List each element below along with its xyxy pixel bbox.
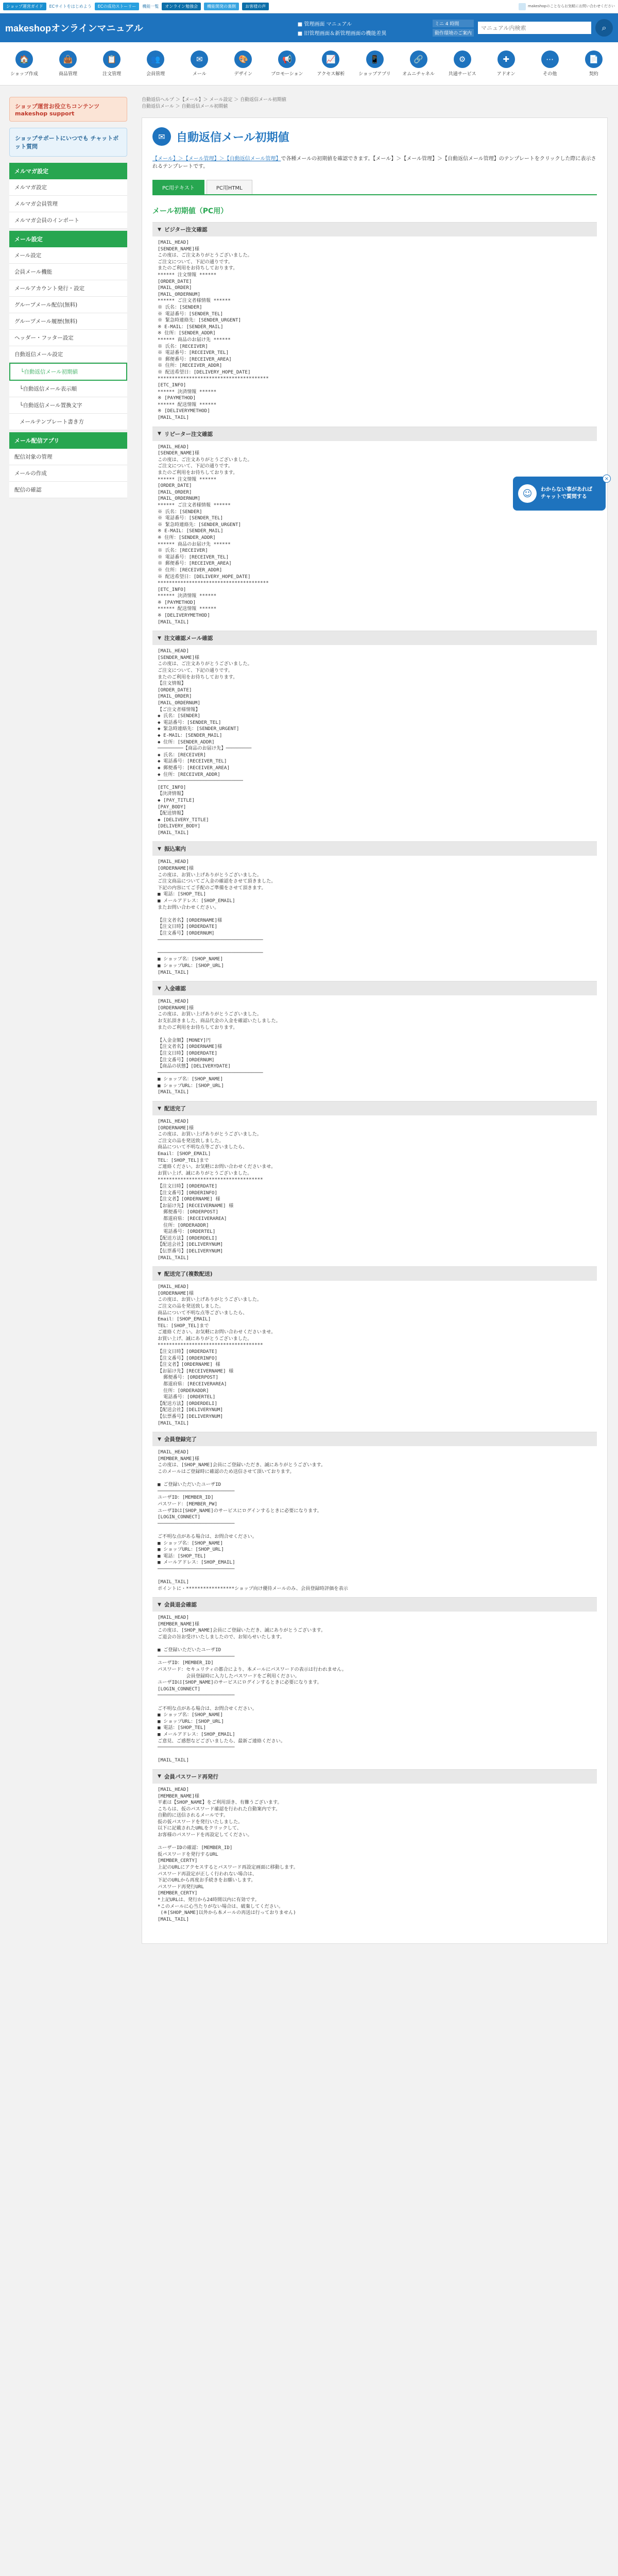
nav-item[interactable] bbox=[399, 50, 439, 77]
mail-template-body: [MAIL_HEAD] [MEMBER_NAME]様 この度は、[SHOP_NAME]会員にご登録いただき、誠にありがとうございます。 ご退会の旨お受けいたしましたので、お知らせいたします。 ■ ご登録いただいたユーザID ─────────────────────────── ユーザID：[MEMBER_ID] パスワード：セキュリティの都合により、本メールにパスワードの表示は行われません。 会員登録時に入力したパスワードをご利用ください。 ユーザIDは[SHOP_NAME]のサービスにログインするときに必要になります。 [LOGIN_CONNECT] ─────────────────────────── ご不明な点がある場合は、お問合せください。 ■ ショップ名：[SHOP_NAME] ■ ショップURL：[SHOP_URL] ■ 電話：[SHOP_TEL] ■ メールアドレス：[SHOP_EMAIL] ご意見、ご感想などございましたら、最新ご連絡ください。 ─────────────────────────── [MAIL_TAIL] bbox=[158, 1615, 347, 1764]
nav-label: 会員管理 bbox=[146, 72, 165, 77]
top-promo-bar bbox=[0, 0, 618, 13]
sidebar-item[interactable]: └自動返信メール表示順 bbox=[9, 381, 127, 397]
title-row bbox=[152, 127, 597, 146]
mail-icon: ✉ bbox=[191, 50, 208, 68]
header-link-diff[interactable]: ■ 旧管理画面＆新管理画面の機能差異 bbox=[297, 30, 387, 37]
nav-label: ショップ作成 bbox=[10, 72, 38, 77]
support-banner[interactable]: ショップ運営お役立ちコンテンツ makeshop support bbox=[9, 97, 127, 122]
more-icon: ⋯ bbox=[541, 50, 559, 68]
clipboard-icon: 📋 bbox=[103, 50, 121, 68]
chevron-down-icon: ▼ bbox=[158, 1602, 161, 1607]
nav-label: 商品管理 bbox=[59, 72, 78, 77]
plus-icon: ✚ bbox=[497, 50, 515, 68]
intro-text bbox=[152, 155, 597, 171]
close-icon[interactable]: × bbox=[603, 474, 611, 483]
header-badge[interactable]: 動作環境のご案内 bbox=[433, 29, 474, 37]
sidebar-item[interactable]: └自動返信メール置換文字 bbox=[9, 397, 127, 414]
chevron-down-icon: ▼ bbox=[158, 635, 161, 641]
mail-template-header[interactable] bbox=[152, 1432, 597, 1446]
tab-pc-text[interactable]: PC用テキスト bbox=[152, 180, 204, 194]
chat-text bbox=[541, 486, 592, 501]
breadcrumb bbox=[142, 97, 608, 110]
chevron-down-icon: ▼ bbox=[158, 1436, 161, 1442]
breadcrumb-line[interactable]: 自動返信メール ＞ 自動返信メール初期値 bbox=[142, 104, 228, 109]
chevron-down-icon: ▼ bbox=[158, 986, 161, 991]
sidebar-item[interactable]: ヘッダー・フッター設定 bbox=[9, 330, 127, 346]
mail-template-header[interactable] bbox=[152, 1101, 597, 1115]
site-logo[interactable]: makeshopオンラインマニュアル bbox=[5, 23, 143, 33]
mail-template-body: [MAIL_HEAD] [MEMBER_NAME]様 平素は【SHOP_NAME】をご利用頂き、有難うございます。 こちらは、仮のパスワード確認を行われた自動案内です。 自動的に送信されるメールです。 仮の仮パスワードを発行いたしました。 以下に記載されたURLをクリックして、 お客様のパスワードを再設定してください。 ユーザーIDの確認：[MEMBER_ID] 仮パスワードを発行するURL [MEMBER_CERTY] 上記のURLにアクセスするとパスワード再設定画面に移動します。 パスワード再設定が正しく行われない場合は、 下記のURLから再度お手続きをお願いします。 パスワード再発行URL [MEMBER_CERTY] *上記URLは、発行から24時間以内に有効です。 *このメールに心当たりがない場合は、破棄してください。 (※[SHOP_NAME]以外から本メールの再送は行っておりません) [MAIL_TAIL] bbox=[158, 1786, 298, 1922]
sidebar-item[interactable]: 自動返信メール設定 bbox=[9, 346, 127, 363]
gear-icon: ⚙ bbox=[454, 50, 471, 68]
header-badges bbox=[433, 20, 474, 37]
nav-label: メール bbox=[192, 72, 207, 77]
nav-label: プロモーション bbox=[271, 72, 303, 77]
breadcrumb-line[interactable]: 自動返信ヘルプ ＞【メール】＞ メール設定 ＞ 自動返信メール初期値 bbox=[142, 97, 286, 103]
mail-template-header[interactable] bbox=[152, 1770, 597, 1784]
contact-text: makeshopのことならお気軽にお問い合わせください bbox=[527, 4, 615, 8]
page-title: 自動返信メール初期値 bbox=[176, 131, 289, 144]
header-badge[interactable]: ミニ 4 時間 bbox=[433, 20, 474, 27]
mail-template-body: [MAIL_HEAD] [ORDERNAME]様 この度は、お買い上げありがとうございました。 ご注文の品を発送致しました。 商品について不明な点等ございましたら、 Email：[SHOP_EMAIL] TEL：[SHOP_TEL]まで ご連絡ください。お気軽にお問い合わせくださいませ。 お買い上げ、誠にありがとうございました。 ************************************* 【注文日時】[ORDERDATE] 【注文番号】[ORDERINFO] 【注文者】[ORDERNAME] 様 【お届け先】[RECEIVERNAME] 様 郵便番号：[ORDERPOST] 都道府県：[RECEIVERAREA] 住所：[ORDERADDR] 電話番号：[ORDERTEL] 【配送方法】[ORDERDELI] 【配送会社】[DELIVERYNUM] 【伝票番号】[DELIVERYNUM] [MAIL_TAIL] bbox=[158, 1118, 276, 1261]
mail-template-header[interactable] bbox=[152, 1267, 597, 1281]
mail-template-body: [MAIL_HEAD] [SENDER_NAME]様 この度は、ご注文ありがとうございました。 ご注文について、下記の通りです。 またのご利用をお待ちしております。 【注文情報】 [ORDER_DATE] [MAIL_ORDER] [MAIL_ORDERNUM] 【ご注文者様情報】 ◆ 氏名：[SENDER] ◆ 電話番号：[SENDER_TEL] ◆ 緊急時連絡先：[SENDER_URGENT] ◆ E-MAIL：[SENDER_MAIL] ◆ 住所：[SENDER_ADDR] ─────────【商品のお届け先】───────── ◆ 氏名：[RECEIVER] ◆ 電話番号：[RECEIVER_TEL] ◆ 郵便番号：[RECEIVER_AREA] ◆ 住所：[RECEIVER_ADDR] ────────────────────────────── [ETC_INFO] 【決済情報】 ◆ [PAY_TITLE] [PAY_BODY] 【配送情報】 ◆ [DELIVERY_TITLE] [DELIVERY_BODY] [MAIL_TAIL] bbox=[158, 648, 252, 836]
nav-item[interactable] bbox=[223, 50, 263, 77]
contract-icon: 📄 bbox=[585, 50, 603, 68]
promo-pill[interactable]: お客様の声 bbox=[242, 3, 269, 10]
site-header bbox=[0, 13, 618, 42]
link-icon: 🔗 bbox=[410, 50, 427, 68]
chat-text-line: わからない事があれば bbox=[541, 487, 592, 493]
mail-template bbox=[152, 631, 597, 841]
mail-template-title: 会員パスワード再発行 bbox=[164, 1773, 218, 1780]
mail-template-title: 会員退会確認 bbox=[164, 1602, 197, 1608]
mail-template-title: リピーター注文確認 bbox=[164, 431, 213, 437]
nav-label: デザイン bbox=[234, 72, 252, 77]
nav-item[interactable] bbox=[92, 50, 132, 77]
sidebar-item[interactable]: メールアカウント発行・設定 bbox=[9, 280, 127, 297]
mail-template-title: 注文確認メール確認 bbox=[164, 635, 213, 642]
search-icon[interactable]: ⌕ bbox=[595, 19, 613, 37]
promo-text[interactable]: 機能一覧 bbox=[142, 4, 159, 9]
nav-item[interactable] bbox=[267, 50, 307, 77]
nav-label: ショップアプリ bbox=[358, 72, 391, 77]
mail-template bbox=[152, 981, 597, 1101]
mail-template-body: [MAIL_HEAD] [SENDER_NAME]様 この度は、ご注文ありがとうございました。 ご注文について、下記の通りです。 またのご利用をお待ちしております。 ****** 注文情報 ****** [ORDER_DATE] [MAIL_ORDER] [MAIL_ORDERNUM] ****** ご注文者様情報 ****** ※ 氏名：[SENDER] ※ 電話番号：[SENDER_TEL] ※ 緊急時連絡先：[SENDER_URGENT] ※ E-MAIL：[SENDER_MAIL] ※ 住所：[SENDER_ADDR] ****** 商品のお届け先 ****** ※ 氏名：[RECEIVER] ※ 電話番号：[RECEIVER_TEL] ※ 郵便番号：[RECEIVER_AREA] ※ 住所：[RECEIVER_ADDR] ※ 配送希望日：[DELIVERY_HOPE_DATE] *************************************** [ETC_INFO] ****** 決済情報 ****** ※ [PAYMETHOD] ****** 配送情報 ****** ※ [DELIVERYMETHOD] [MAIL_TAIL] bbox=[158, 240, 269, 421]
sidebar-item[interactable]: メルマガ会員管理 bbox=[9, 196, 127, 212]
chat-widget bbox=[513, 477, 611, 513]
chatbot-banner[interactable]: ショップサポートにいつでも チャットボット質問 bbox=[9, 128, 127, 157]
mail-template bbox=[152, 841, 597, 981]
nav-item[interactable] bbox=[574, 50, 614, 77]
sidebar-item[interactable]: メルマガ会員のインポート bbox=[9, 212, 127, 229]
sidebar-item[interactable]: └自動返信メール初期値 bbox=[9, 363, 127, 381]
mail-template bbox=[152, 1266, 597, 1432]
nav-item[interactable] bbox=[179, 50, 219, 77]
sidebar-item[interactable]: メールテンプレート書き方 bbox=[9, 414, 127, 430]
nav-label: オムニチャネル bbox=[402, 72, 435, 77]
mail-template-header[interactable] bbox=[152, 842, 597, 856]
nav-label: アドオン bbox=[496, 72, 516, 77]
nav-item[interactable] bbox=[4, 50, 44, 77]
intro-link[interactable]: 【メール】＞【メール管理】＞【自動返信メール管理】 bbox=[152, 156, 281, 162]
mail-template-body: [MAIL_HEAD] [MEMBER_NAME]様 この度は、[SHOP_NAME]会員にご登録いただき、誠にありがとうございます。 このメールはご登録時に確認のため送信させて頂いております。 ■ ご登録いただいたユーザID ─────────────────────────── ユーザID：[MEMBER_ID] パスワード：[MEMBER_PW] ユーザIDは[SHOP_NAME]のサービスにログインするときに必要になります。 [LOGIN_CONNECT] ─────────────────────────── ご不明な点がある場合は、お問合せください。 ■ ショップ名：[SHOP_NAME] ■ ショップURL：[SHOP_URL] ■ 電話：[SHOP_TEL] ■ メールアドレス：[SHOP_EMAIL] ─────────────────────────── [MAIL_TAIL] ポイントに・*****************ショップ向け優待メールのみ、会員登録時評価を表示 bbox=[158, 1449, 348, 1591]
chart-icon: 📈 bbox=[322, 50, 339, 68]
promo-pill[interactable]: ショップ運営ガイド bbox=[3, 3, 46, 10]
robot-icon: ☺ bbox=[518, 484, 537, 503]
nav-label: アクセス解析 bbox=[317, 72, 345, 77]
content-card bbox=[142, 117, 608, 1944]
app-icon: 📱 bbox=[366, 50, 384, 68]
mail-template-body: [MAIL_HEAD] [SENDER_NAME]様 この度は、ご注文ありがとうございました。 ご注文について、下記の通りです。 またのご利用をお待ちしております。 ****** 注文情報 ****** [ORDER_DATE] [MAIL_ORDER] [MAIL_ORDERNUM] ****** ご注文者様情報 ****** ※ 氏名：[SENDER] ※ 電話番号：[SENDER_TEL] ※ 緊急時連絡先：[SENDER_URGENT] ※ E-MAIL：[SENDER_MAIL] ※ 住所：[SENDER_ADDR] ****** 商品のお届け先 ****** ※ 氏名：[RECEIVER] ※ 電話番号：[RECEIVER_TEL] ※ 郵便番号：[RECEIVER_AREA] ※ 住所：[RECEIVER_ADDR] ※ 配送希望日：[DELIVERY_HOPE_DATE] *************************************** [ETC_INFO] ****** 決済情報 ****** ※ [PAYMETHOD] ****** 配送情報 ****** ※ [DELIVERYMETHOD] [MAIL_TAIL] bbox=[158, 444, 269, 625]
chat-button[interactable] bbox=[513, 477, 606, 511]
users-icon: 👥 bbox=[147, 50, 164, 68]
tab-pc-html[interactable]: PC用HTML bbox=[207, 180, 252, 194]
mail-template-title: 入金確認 bbox=[164, 986, 186, 992]
intro-body: で各種メールの初期値を確認できます。【メール】＞【メール管理】＞【自動返信メール管理】のテンプレートをクリックした際に表示されるテンプレートです。 bbox=[152, 156, 596, 170]
mail-template-title: 会員登録完了 bbox=[164, 1436, 197, 1443]
header-links bbox=[298, 20, 387, 37]
sidebar-item[interactable]: メールの作成 bbox=[9, 465, 127, 482]
section-title: メール初期値（PC用） bbox=[152, 207, 228, 215]
mail-template-title: 振込案内 bbox=[164, 846, 186, 853]
megaphone-icon: 📢 bbox=[278, 50, 296, 68]
sidebar-section-header[interactable]: メール設定 bbox=[9, 231, 127, 247]
header-right bbox=[433, 19, 613, 37]
mail-template-body: [MAIL_HEAD] [ORDERNAME]様 この度は、お買い上げありがとうございました。 ご注文の品を発送致しました。 商品について不明な点等ございましたら、 Email：[SHOP_EMAIL] TEL：[SHOP_TEL]まで ご連絡ください。お気軽にお問い合わせくださいませ。 お買い上げ、誠にありがとうございました。 ************************************* 【注文日時】[ORDERDATE] 【注文番号】[ORDERINFO] 【注文者】[ORDERNAME] 様 【お届け先】[RECEIVERNAME] 様 郵便番号：[ORDERPOST] 都道府県：[RECEIVERAREA] 住所：[ORDERADDR] 電話番号：[ORDERTEL] 【配送方法】[ORDERDELI] 【配送会社】[DELIVERYNUM] 【伝票番号】[DELIVERYNUM] [MAIL_TAIL] bbox=[158, 1284, 276, 1426]
contact-icon bbox=[519, 3, 526, 10]
sidebar-section-header[interactable]: メルマガ設定 bbox=[9, 163, 127, 179]
mail-template bbox=[152, 1597, 597, 1769]
search-input[interactable] bbox=[478, 22, 591, 34]
nav-item[interactable] bbox=[442, 50, 483, 77]
sidebar bbox=[0, 87, 131, 1944]
mail-template bbox=[152, 1101, 597, 1266]
nav-label: その他 bbox=[543, 72, 557, 77]
sidebar-item[interactable]: 配信の確認 bbox=[9, 482, 127, 498]
mail-template-title: 配送完了(複数配送) bbox=[164, 1271, 213, 1278]
nav-item[interactable] bbox=[48, 50, 88, 77]
top-contact bbox=[519, 3, 615, 10]
header-link-manual[interactable]: ■ 管理画面 マニュアル bbox=[297, 21, 352, 27]
bag-icon: 👜 bbox=[59, 50, 77, 68]
nav-item[interactable] bbox=[530, 50, 570, 77]
promo-pill[interactable]: オンライン勉強会 bbox=[162, 3, 201, 10]
nav-item[interactable] bbox=[311, 50, 351, 77]
mail-template bbox=[152, 1769, 597, 1928]
sidebar-item[interactable]: グループメール履歴(無料) bbox=[9, 313, 127, 330]
sidebar-item[interactable]: 会員メール機能 bbox=[9, 264, 127, 280]
nav-item[interactable] bbox=[486, 50, 526, 77]
mail-template-header[interactable] bbox=[152, 223, 597, 236]
mail-template-header[interactable] bbox=[152, 1598, 597, 1612]
category-nav bbox=[0, 42, 618, 86]
chevron-down-icon: ▼ bbox=[158, 1106, 161, 1111]
chevron-down-icon: ▼ bbox=[158, 846, 161, 852]
promo-text[interactable]: ECサイトをはじめよう bbox=[49, 4, 92, 9]
promo-pill[interactable]: ECの成功ストーリー bbox=[95, 3, 140, 10]
mail-template bbox=[152, 427, 597, 631]
page-body bbox=[0, 87, 618, 1944]
mail-icon: ✉ bbox=[152, 127, 171, 146]
chevron-down-icon: ▼ bbox=[158, 1774, 161, 1780]
format-tabs bbox=[152, 180, 597, 195]
sidebar-item[interactable]: 配信対象の管理 bbox=[9, 449, 127, 465]
mail-template-header[interactable] bbox=[152, 981, 597, 995]
chevron-down-icon: ▼ bbox=[158, 1271, 161, 1277]
sidebar-item[interactable]: メール設定 bbox=[9, 247, 127, 264]
main-content bbox=[142, 97, 608, 1944]
nav-item[interactable] bbox=[355, 50, 395, 77]
mail-template-title: 配送完了 bbox=[164, 1106, 186, 1112]
nav-label: 契約 bbox=[589, 72, 598, 77]
chevron-down-icon: ▼ bbox=[158, 227, 161, 232]
nav-label: 注文管理 bbox=[102, 72, 122, 77]
mail-template-header[interactable] bbox=[152, 631, 597, 645]
mail-template-title: ビジター注文確認 bbox=[164, 227, 208, 233]
mail-template bbox=[152, 1432, 597, 1597]
nav-item[interactable] bbox=[135, 50, 176, 77]
chevron-down-icon: ▼ bbox=[158, 431, 161, 437]
mail-template-header[interactable] bbox=[152, 427, 597, 441]
mail-template-body: [MAIL_HEAD] [ORDERNAME]様 この度は、お買い上げありがとうございました。 ご注文商品についてご入金の確認をさせて頂きました。 下記の内容にてご手配のご準備をさせて頂きます。 ■ 電話：[SHOP_TEL] ■ メールアドレス：[SHOP_EMAIL] またお問い合わせください。 【注文者名】[ORDERNAME]様 【注文日時】[ORDERDATE] 【注文番号】[ORDERNUM] ───────────────────────────────────── ───────────────────────────────────── ■ ショップ名：[SHOP_NAME] ■ ショップURL：[SHOP_URL] [MAIL_TAIL] bbox=[158, 859, 276, 975]
mail-template-body: [MAIL_HEAD] [ORDERNAME]様 この度は、お買い上げありがとうございました。 お支払頂きました、商品代金の入金を確認いたしました。 またのご利用をお待ちしております。 【入金金額】[MONEY]円 【注文者名】[ORDERNAME]様 【注文日時】[ORDERDATE] 【注文番号】[ORDERNUM] 【商品の状態】[DELIVERYDATE] ───────────────────────────────────── ■ ショップ名：[SHOP_NAME] ■ ショップURL：[SHOP_URL] [MAIL_TAIL] bbox=[158, 998, 281, 1095]
nav-label: 共通サービス bbox=[448, 72, 476, 77]
palette-icon: 🎨 bbox=[234, 50, 252, 68]
sidebar-section-header[interactable]: メール配信アプリ bbox=[9, 432, 127, 449]
chat-text-line: チャットで質問する bbox=[541, 494, 587, 500]
sidebar-item[interactable]: メルマガ設定 bbox=[9, 179, 127, 196]
promo-pill[interactable]: 機能開発の裏側 bbox=[204, 3, 239, 10]
mail-template bbox=[152, 222, 597, 427]
shop-icon: 🏠 bbox=[15, 50, 33, 68]
sidebar-item[interactable]: グループメール配信(無料) bbox=[9, 297, 127, 313]
